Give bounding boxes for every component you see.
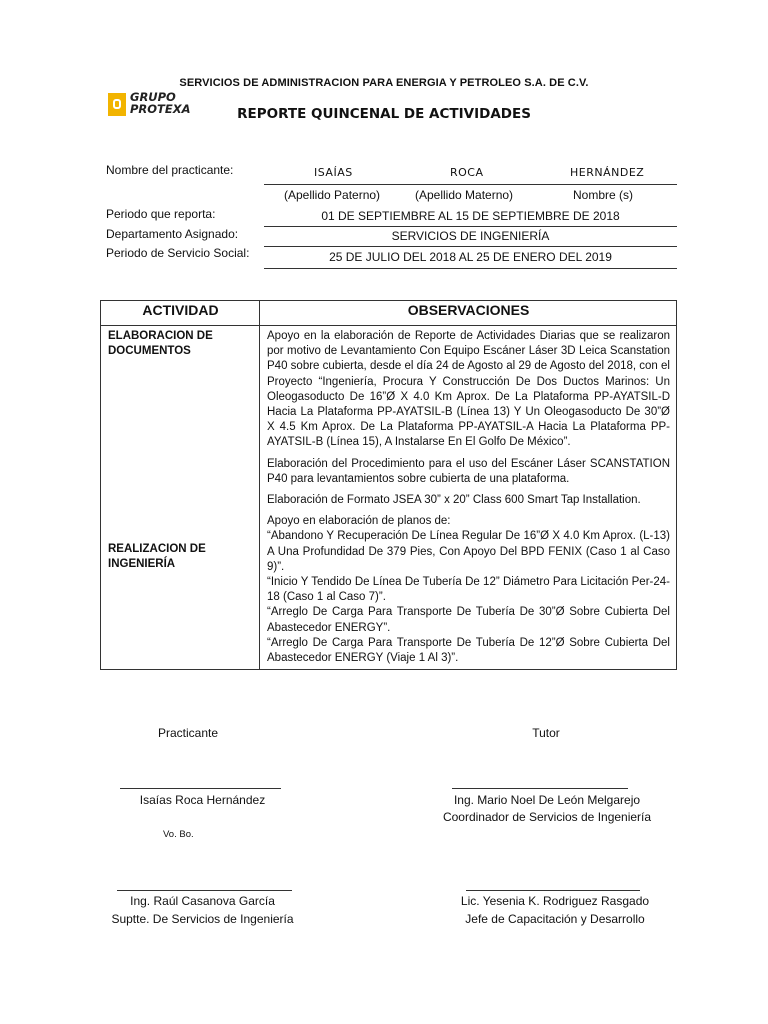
departamento-underline (264, 246, 677, 247)
observations-cell (260, 326, 677, 670)
periodo-label: Periodo que reporta: (106, 207, 216, 221)
observaciones-header: OBSERVACIONES (260, 301, 677, 326)
table-header-row (101, 301, 677, 326)
observation-paragraph: “Arreglo De Carga Para Transporte De Tubería De 30”Ø Sobre Cubierta Del Abastecedor ENERGY”. (267, 606, 670, 634)
periodo-underline (264, 226, 677, 227)
observation-paragraph: “Arreglo De Carga Para Transporte De Tubería De 12”Ø Sobre Cubierta Del Abastecedor ENERGY (Viaje 1 Al 3)”. (267, 636, 670, 665)
periodo-value: 01 DE SEPTIEMBRE AL 15 DE SEPTIEMBRE DE 2018 (321, 209, 620, 223)
activity-name: REALIZACION DE INGENIERÍA (108, 543, 206, 570)
jefe-name: Lic. Yesenia K. Rodriguez Rasgado (460, 894, 650, 908)
jefe-role: Jefe de Capacitación y Desarrollo (465, 912, 645, 926)
activities-table (100, 300, 677, 670)
nombre-value: HERNÁNDEZ (570, 166, 645, 179)
table-row (101, 326, 677, 670)
departamento-value: SERVICIOS DE INGENIERÍA (391, 229, 550, 243)
supt-role: Suptte. De Servicios de Ingeniería (111, 912, 294, 926)
tutor-name: Ing. Mario Noel De León Melgarejo (453, 793, 641, 807)
document-title: REPORTE QUINCENAL DE ACTIVIDADES (237, 106, 531, 122)
apellido-materno-caption: (Apellido Materno) (415, 188, 514, 202)
jefe-signature-line (466, 890, 640, 891)
practicante-label: Practicante (157, 726, 219, 740)
activity-cell (101, 326, 260, 670)
tutor-signature-line (452, 788, 628, 789)
company-name: SERVICIOS DE ADMINISTRACION PARA ENERGIA Y PETROLEO S.A. DE C.V. (179, 77, 589, 89)
supt-name: Ing. Raúl Casanova García (130, 894, 275, 908)
actividad-header: ACTIVIDAD (101, 301, 260, 326)
practicante-signature-line (120, 788, 281, 789)
logo-line-2: PROTEXA (130, 102, 191, 116)
observation-paragraph: “Abandono Y Recuperación De Línea Regular De 16”Ø X 4.0 Km Aprox. (L-13) A Una Profundidad De 379 Pies, Con Apoyo Del BPD FENIX (Caso 1 al Caso 9)”. (267, 530, 670, 573)
logo-line-1: GRUPO (130, 90, 176, 104)
nombre-caption: Nombre (s) (573, 188, 634, 202)
servicio-value: 25 DE JULIO DEL 2018 AL 25 DE ENERO DEL 2019 (329, 250, 612, 264)
apellido-materno-value: ROCA (450, 166, 484, 179)
supt-signature-line (117, 890, 292, 891)
activity-name: ELABORACION DE DOCUMENTOS (108, 330, 213, 357)
observation-paragraph: Elaboración de Formato JSEA 30” x 20” Class 600 Smart Tap Installation. (267, 494, 641, 507)
apellido-paterno-value: ISAÍAS (314, 166, 353, 179)
tutor-role: Coordinador de Servicios de Ingeniería (442, 810, 652, 824)
observation-paragraph: Apoyo en la elaboración de Reporte de Actividades Diarias que se realizaron por motivo de Levantamiento Con Equipo Escáner Láser 3D Leica Scanstation P40 sobre cubierta, desde el día 24 de Agosto al 29 de Agosto del 2018, con el Proyecto “Ingeniería, Procura Y Construcción De Dos Ductos Marinos: Un Oleogasoducto De 16”Ø X 4.0 Km Aprox. De La Plataforma PP-AYATSIL-D Hacia La Plataforma PP-AYATSIL-B (Línea 13) Y Un Oleogasoducto De 30”Ø X 4.5 Km Aprox. De La Plataforma PP-AYATSIL-A Hacia La Plataforma PP-AYATSIL-B (Línea 15), A Instalarse En El Golfo De México”. (267, 330, 670, 449)
name-underline (264, 184, 677, 185)
tutor-label: Tutor (532, 726, 560, 740)
observation-paragraph: “Inicio Y Tendido De Línea De Tubería De 12” Diámetro Para Licitación Per-24-18 (Caso 1 al Caso 7)”. (267, 576, 670, 604)
servicio-underline (264, 268, 677, 269)
vobo-label: Vo. Bo. (163, 829, 194, 840)
apellido-paterno-caption: (Apellido Paterno) (284, 188, 381, 202)
name-label: Nombre del practicante: (106, 163, 234, 177)
departamento-label: Departamento Asignado: (106, 227, 239, 241)
servicio-label: Periodo de Servicio Social: (106, 246, 250, 260)
practicante-name: Isaías Roca Hernández (139, 793, 266, 807)
observation-paragraph: Elaboración del Procedimiento para el uso del Escáner Láser SCANSTATION P40 para levantamientos sobre cubierta de una plataforma. (267, 457, 670, 485)
observation-paragraph: Apoyo en elaboración de planos de: (267, 515, 451, 528)
